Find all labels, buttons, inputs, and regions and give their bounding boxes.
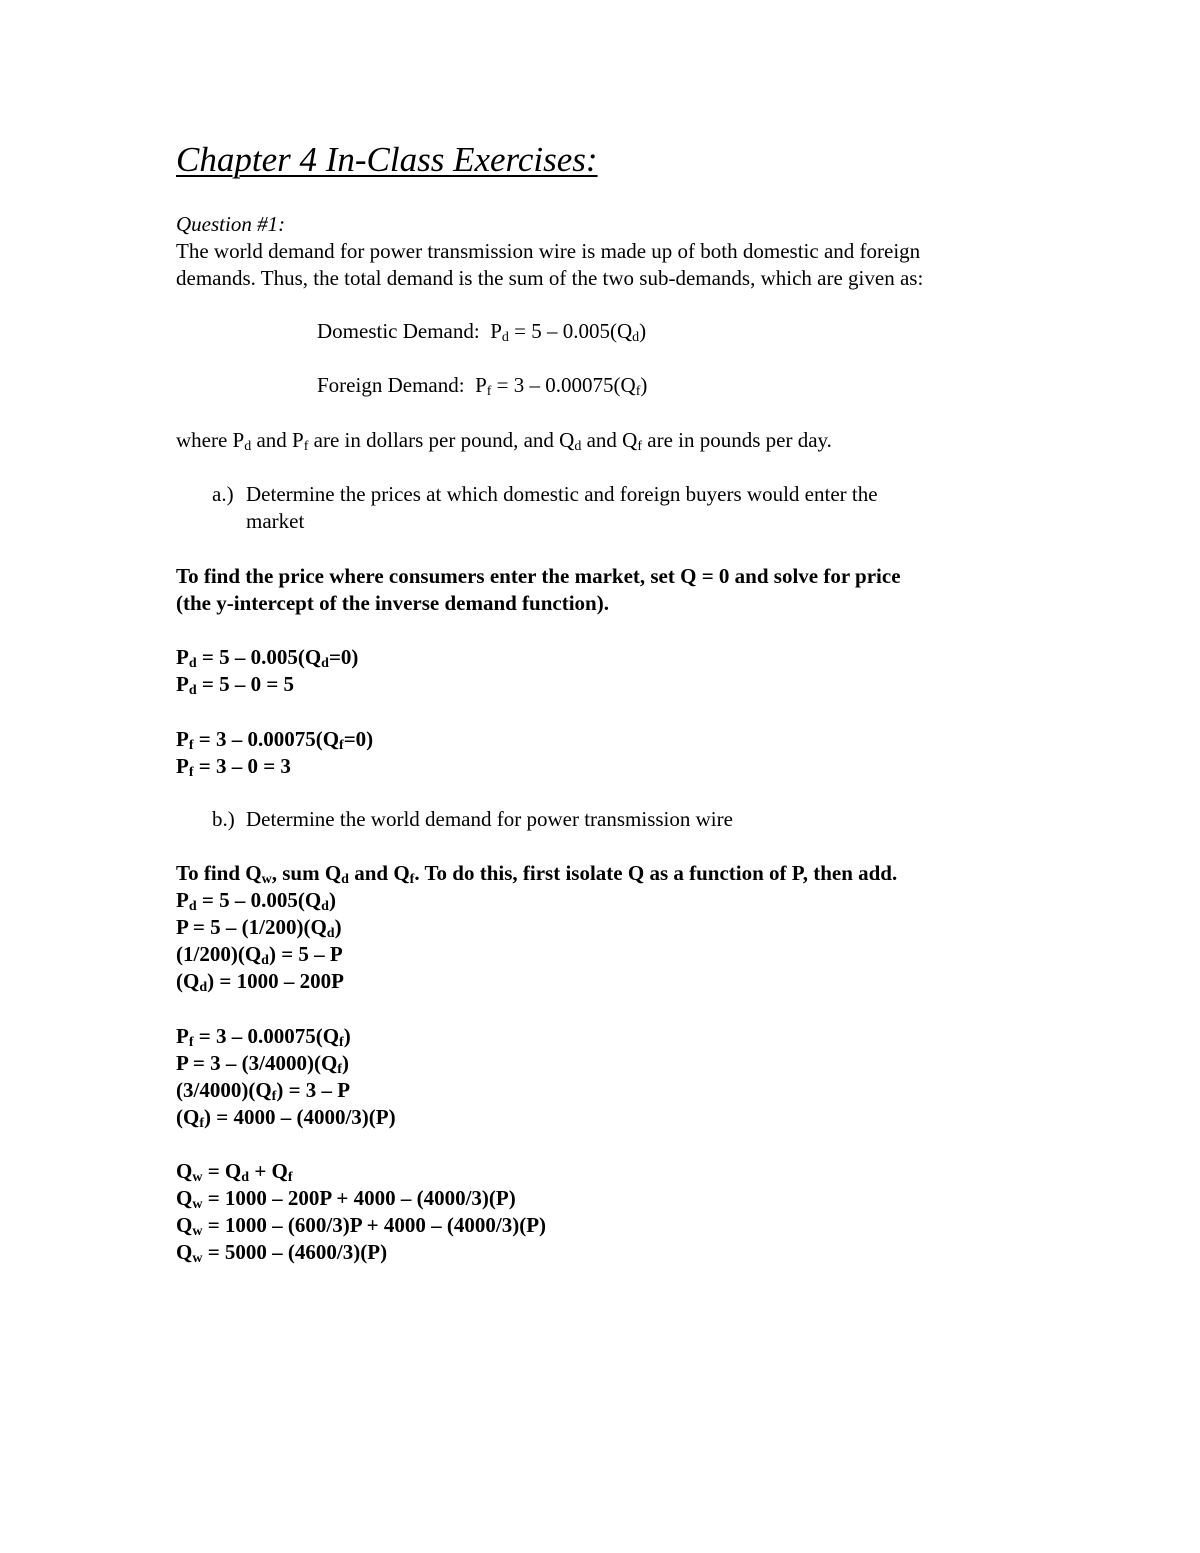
answer-a-foreign-eq-2: $P_f = 3 - 0 = 3$ — [176, 754, 291, 780]
part-a-text-line-1: Determine the prices at which domestic and foreign buyers would enter the — [246, 482, 878, 506]
intro-line-2: demands. Thus, the total demand is the sum of the two sub-demands, which are given as: — [176, 266, 924, 290]
page-title: Chapter 4 In-Class Exercises: — [176, 140, 598, 179]
answer-b-foreign-line-4: $(Q_f) = 4000 - (4000/3)(P)$ — [176, 1105, 396, 1131]
part-a-marker: a.) — [212, 482, 234, 506]
question-label: Question #1: — [176, 212, 286, 236]
part-a-text-line-2: market — [246, 509, 305, 533]
answer-b-world-line-2: $Q_w = 1000 - 200P + 4000 - (4000/3)(P)$ — [176, 1186, 516, 1212]
answer-b-domestic-line-3: $(1/200)(Q_d) = 5 - P$ — [176, 942, 343, 968]
answer-a-domestic-eq-1: $P_d = 5 - 0.005(Q_d=0)$ — [176, 645, 359, 671]
answer-b-world-line-1: $Q_w = Q_d + Q_f$ — [176, 1159, 293, 1185]
foreign-demand-label: Foreign Demand: — [317, 373, 465, 397]
answer-a-line-2: (the y-intercept of the inverse demand function). — [176, 591, 609, 615]
foreign-demand-equation: Foreign Demand: $P_f = 3 - 0.00075(Q_f)$ — [317, 373, 648, 399]
domestic-demand-label: Domestic Demand: — [317, 319, 480, 343]
part-b-text: Determine the world demand for power transmission wire — [246, 807, 733, 831]
answer-b-heading: To find $Q_w$, sum $Q_d$ and $Q_f$. To do this, first isolate Q as a function of P, then add. — [176, 861, 898, 887]
answer-a-line-1: To find the price where consumers enter the market, set Q = 0 and solve for price — [176, 564, 901, 588]
answer-b-domestic-line-4: $(Q_d) = 1000 - 200P$ — [176, 969, 344, 995]
answer-b-world-line-3: $Q_w = 1000 - (600/3)P + 4000 - (4000/3)(P)$ — [176, 1213, 547, 1239]
answer-a-foreign-eq-1: $P_f = 3 - 0.00075(Q_f=0)$ — [176, 727, 374, 753]
answer-b-foreign-line-1: $P_f = 3 - 0.00075(Q_f)$ — [176, 1024, 351, 1050]
part-b-marker: b.) — [212, 807, 235, 831]
answer-b-foreign-line-2: $P = 3 - (3/4000)(Q_f)$ — [176, 1051, 349, 1077]
units-statement: where $P_d$ and $P_f$ are in dollars per pound, and $Q_d$ and $Q_f$ are in pounds per day. — [176, 428, 832, 454]
answer-b-domestic-line-2: $P = 5 - (1/200)(Q_d)$ — [176, 915, 342, 941]
intro-line-1: The world demand for power transmission wire is made up of both domestic and foreign — [176, 239, 921, 263]
answer-b-world-line-4: $Q_w = 5000 - (4600/3)(P)$ — [176, 1240, 388, 1266]
answer-b-domestic-line-1: $P_d = 5 - 0.005(Q_d)$ — [176, 888, 336, 914]
domestic-demand-equation: Domestic Demand: $P_d = 5 - 0.005(Q_d)$ — [317, 319, 647, 345]
answer-b-foreign-line-3: $(3/4000)(Q_f) = 3 - P$ — [176, 1078, 351, 1104]
answer-a-domestic-eq-2: $P_d = 5 - 0 = 5$ — [176, 672, 295, 698]
